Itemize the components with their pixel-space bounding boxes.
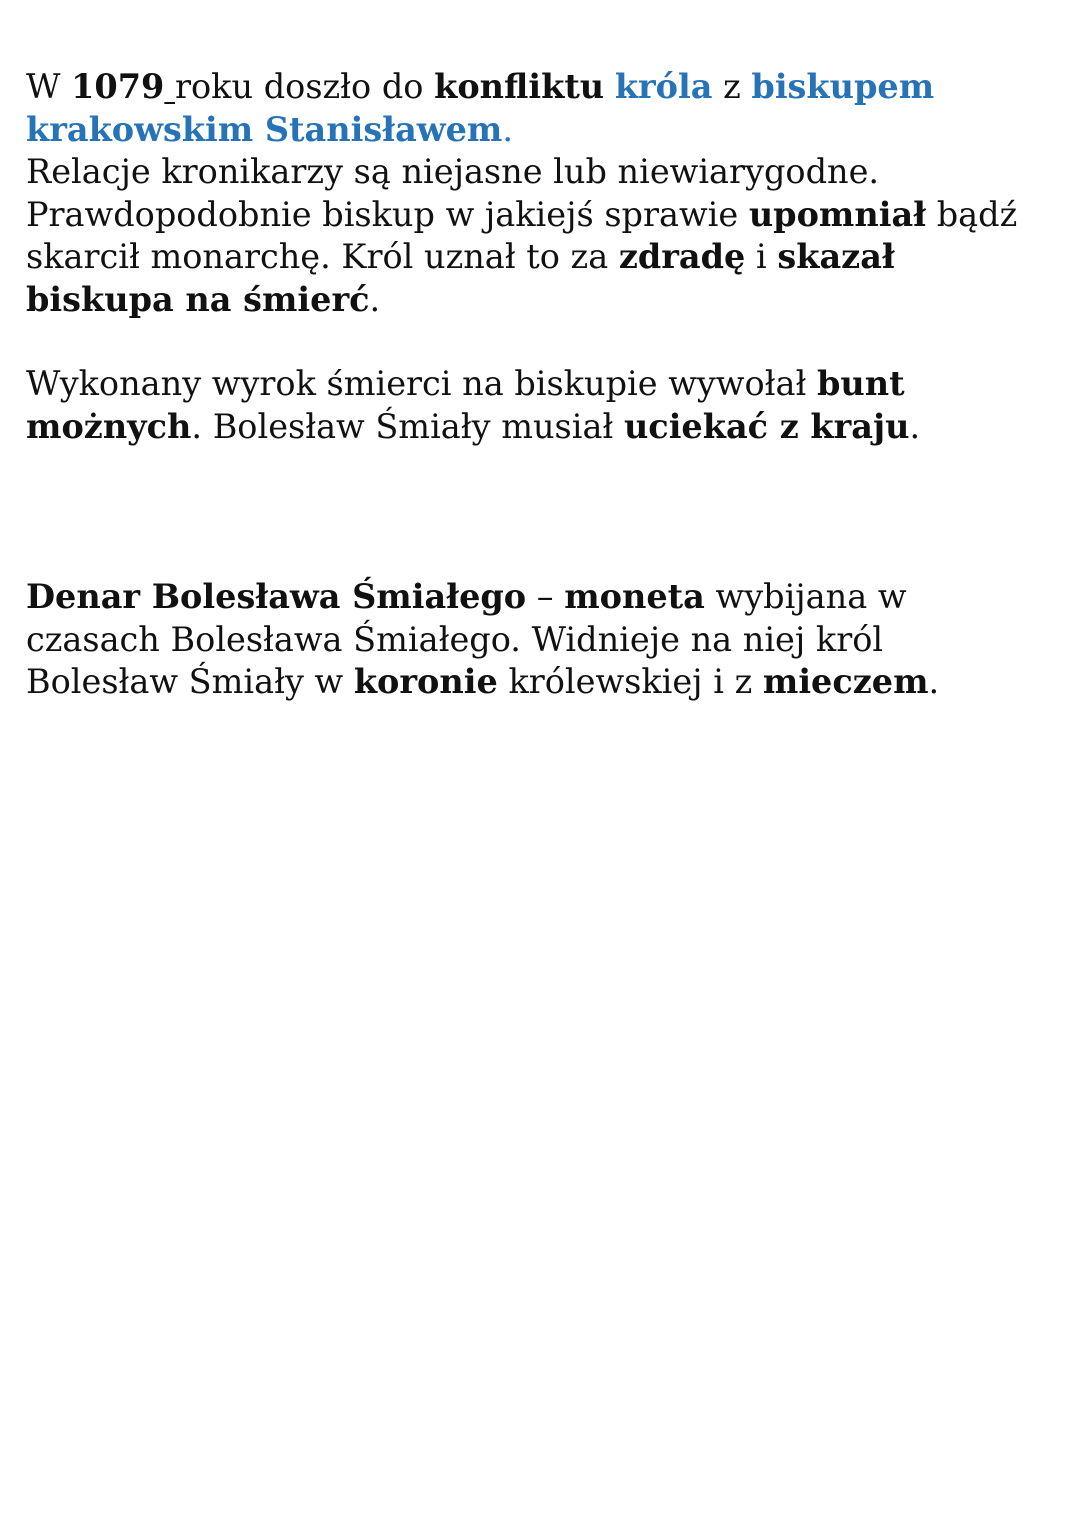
text-dot: . <box>369 279 381 319</box>
text-space <box>604 67 615 106</box>
term-upomnial: upomniał <box>748 194 927 234</box>
term-moznych: możnych <box>26 406 192 446</box>
paragraph-conflict <box>26 66 1066 321</box>
spacer <box>26 448 1066 576</box>
spacer <box>26 321 1066 363</box>
paragraph-line <box>26 661 1066 704</box>
text-wybijana: wybijana w <box>704 577 907 616</box>
year-1079: 1079 <box>71 67 165 106</box>
term-mieczem: mieczem <box>762 662 929 701</box>
text-wykonany: Wykonany wyrok śmierci na biskupie wywołał <box>26 364 817 403</box>
term-moneta: moneta <box>564 577 705 616</box>
paragraph-line <box>26 576 1066 619</box>
paragraph-line <box>26 66 1066 109</box>
text-boleslaw-smialy: Bolesław Śmiały w <box>26 662 354 701</box>
text-roku: roku doszło do <box>175 67 435 106</box>
term-koronie: koronie <box>353 662 498 701</box>
paragraph-denar <box>26 576 1066 704</box>
paragraph-line <box>26 363 1066 406</box>
text-dot: . <box>909 406 921 446</box>
term-krola: króla <box>614 67 713 106</box>
term-konfliktu: konfliktu <box>434 67 605 106</box>
underlined-space <box>164 67 175 106</box>
term-uciekac-z-kraju: uciekać z kraju <box>623 406 910 446</box>
paragraph-line <box>26 279 1066 322</box>
paragraph-line: Relacje kronikarzy są niejasne lub niewiarygodne. <box>26 152 880 191</box>
term-denar: Denar Bolesława Śmiałego <box>26 577 527 616</box>
paragraph-line <box>26 109 1066 152</box>
text-skarcil: skarcił monarchę. Król uznał to za <box>26 237 619 276</box>
text-w: W <box>26 67 72 106</box>
paragraph-line: czasach Bolesława Śmiałego. Widnieje na niej król <box>26 619 884 659</box>
text-z: z <box>712 67 752 106</box>
text-dot: . <box>928 662 940 701</box>
text-badz: bądź <box>926 194 1018 234</box>
paragraph-line <box>26 236 1066 279</box>
text-krolewskiej: królewskiej i z <box>497 662 763 701</box>
term-bunt: bunt <box>817 364 905 403</box>
term-biskupa-na-smierc: biskupa na śmierć <box>26 279 370 319</box>
text-dot: . <box>502 109 514 149</box>
text-boleslaw: . Bolesław Śmiały musiał <box>191 406 624 446</box>
paragraph-rebellion <box>26 363 1066 448</box>
term-skazal: skazał <box>777 237 895 276</box>
text-prawdopodobnie: Prawdopodobnie biskup w jakiejś sprawie <box>26 194 749 234</box>
paragraph-line <box>26 406 1066 449</box>
document-page <box>26 66 1066 704</box>
term-krakowskim-stanislawem: krakowskim Stanisławem <box>26 109 503 149</box>
paragraph-line <box>26 194 1066 237</box>
text-dash: – <box>526 577 565 616</box>
term-zdrade: zdradę <box>618 237 746 276</box>
term-biskupem: biskupem <box>751 67 935 106</box>
text-i: i <box>745 237 778 276</box>
